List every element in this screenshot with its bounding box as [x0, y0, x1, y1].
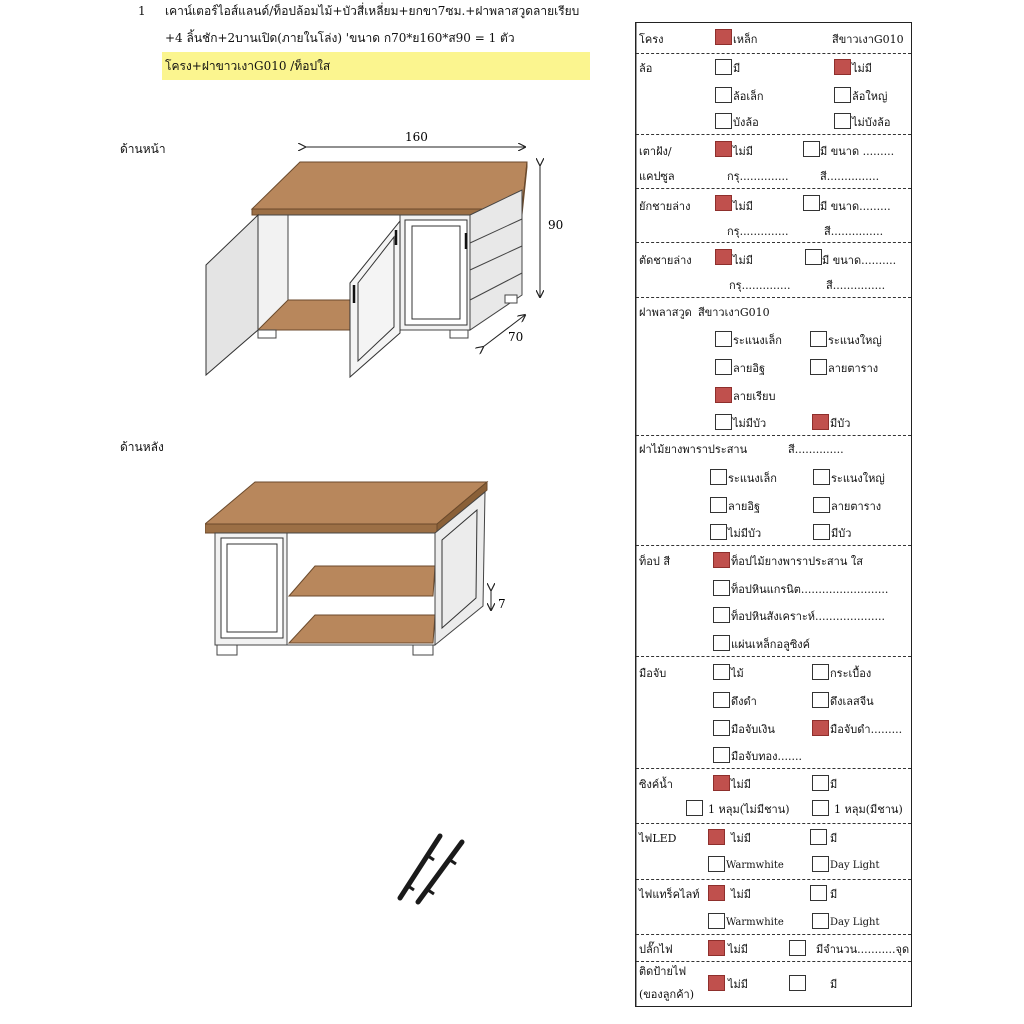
top-granite-checkbox[interactable]: [713, 580, 730, 596]
wheels-cover-label: บังล้อ: [733, 116, 759, 129]
top-aluzinc-checkbox[interactable]: [713, 635, 730, 651]
cut-lower-has-label: มี ขนาด..........: [822, 254, 897, 267]
led-day-checkbox[interactable]: [812, 856, 829, 872]
lower-drawer-color-field[interactable]: สี...............: [824, 225, 884, 238]
handle-label: มือจับ: [639, 667, 667, 680]
sink-has-checkbox[interactable]: [812, 775, 829, 791]
lower-drawer-none-label: ไม่มี: [733, 200, 754, 213]
plaswood-trim-checkbox[interactable]: [812, 414, 829, 430]
handle-gold-label: มือจับทอง.......: [731, 750, 802, 763]
plug-none-label: ไม่มี: [728, 943, 749, 956]
track-has-label: มี: [830, 888, 838, 901]
rubberwood-brick-label: ลายอิฐ: [728, 500, 761, 513]
handle-bar-steel-checkbox[interactable]: [812, 692, 829, 708]
handle-bar-drawing: [392, 828, 472, 908]
plug-has-label: มีจำนวน...........จุด: [816, 943, 910, 956]
top-rubberwood-checkbox[interactable]: [713, 552, 730, 568]
height-dimension-text: 90: [548, 218, 564, 232]
spec-form-panel: [635, 22, 912, 1007]
plaswood-plain-label: ลายเรียบ: [733, 390, 776, 403]
sink-none-checkbox[interactable]: [713, 775, 730, 791]
frame-steel-checkbox[interactable]: [715, 29, 732, 45]
wheels-small-label: ล้อเล็ก: [733, 90, 764, 103]
product-title-line2: +4 ลิ้นชัก+2บานเปิด(ภายในโล่ง) 'ขนาด ก70*ย160*ส90 = 1 ตัว: [165, 31, 515, 45]
handle-bar-black-label: ดึงดำ: [731, 695, 757, 708]
wheels-none-label: ไม่มี: [852, 62, 873, 75]
rubberwood-trim-checkbox[interactable]: [813, 524, 830, 540]
cut-lower-none-checkbox[interactable]: [715, 249, 732, 265]
stove-none-label: ไม่มี: [733, 145, 754, 158]
front-side-drawers: [470, 190, 522, 330]
sink-one-wing-checkbox[interactable]: [812, 800, 829, 816]
track-warm-label: Warmwhite: [726, 917, 784, 928]
back-view-drawing: [205, 478, 525, 663]
stove-has-checkbox[interactable]: [803, 141, 820, 157]
top-synthetic-checkbox[interactable]: [713, 607, 730, 623]
track-has-checkbox[interactable]: [810, 885, 827, 901]
rubberwood-small-slat-checkbox[interactable]: [710, 469, 727, 485]
sink-none-label: ไม่มี: [731, 778, 752, 791]
led-warm-checkbox[interactable]: [708, 856, 725, 872]
rubberwood-grid-checkbox[interactable]: [813, 497, 830, 513]
lower-drawer-none-checkbox[interactable]: [715, 195, 732, 211]
wheels-nocover-checkbox[interactable]: [834, 113, 851, 129]
plaswood-small-slat-checkbox[interactable]: [715, 331, 732, 347]
lower-drawer-has-checkbox[interactable]: [803, 195, 820, 211]
plaswood-color-label: สีขาวเงาG010: [698, 306, 770, 319]
cut-lower-none-label: ไม่มี: [733, 254, 754, 267]
plaswood-grid-label: ลายตาราง: [828, 362, 879, 375]
track-none-checkbox[interactable]: [708, 885, 725, 901]
stove-has-label: มี ขนาด .........: [820, 145, 895, 158]
meter-has-label: มี: [830, 978, 838, 991]
lower-drawer-has-label: มี ขนาด.........: [820, 200, 891, 213]
led-none-checkbox[interactable]: [708, 829, 725, 845]
rubberwood-small-slat-label: ระแนงเล็ก: [728, 472, 777, 485]
cut-lower-color-field[interactable]: สี...............: [826, 279, 886, 292]
plug-has-checkbox[interactable]: [789, 940, 806, 956]
stove-color-field[interactable]: สี...............: [820, 170, 880, 183]
wheels-nocover-label: ไม่บังล้อ: [852, 116, 891, 129]
frame-steel-label: เหล็ก: [733, 33, 758, 46]
wheels-cover-checkbox[interactable]: [715, 113, 732, 129]
handle-tile-label: กระเบื้อง: [830, 667, 872, 680]
track-day-checkbox[interactable]: [812, 913, 829, 929]
lower-drawer-width-field[interactable]: กรุ..............: [727, 225, 789, 238]
rubberwood-trim-label: มีบัว: [831, 527, 852, 540]
wheels-big-checkbox[interactable]: [834, 87, 851, 103]
led-has-label: มี: [830, 832, 838, 845]
plaswood-plain-checkbox[interactable]: [715, 387, 732, 403]
rubberwood-brick-checkbox[interactable]: [710, 497, 727, 513]
rubberwood-big-slat-label: ระแนงใหญ่: [831, 472, 885, 485]
track-warm-checkbox[interactable]: [708, 913, 725, 929]
wheels-small-checkbox[interactable]: [715, 87, 732, 103]
back-shelf-lower: [289, 615, 435, 643]
rubberwood-color-field[interactable]: สี..............: [788, 443, 844, 456]
led-warm-label: Warmwhite: [726, 860, 784, 871]
handle-tile-checkbox[interactable]: [812, 664, 829, 680]
front-countertop: [252, 162, 527, 209]
handle-black-label: มือจับดำ.........: [830, 723, 903, 736]
stove-width-field[interactable]: กรุ..............: [727, 170, 789, 183]
rubberwood-no-trim-label: ไม่มีบัว: [728, 527, 762, 540]
meter-label: ติดป้ายไฟ: [639, 965, 687, 978]
track-none-label: ไม่มี: [731, 888, 752, 901]
stove-label-2: แคปซูล: [639, 170, 675, 183]
handle-bar-black-checkbox[interactable]: [713, 692, 730, 708]
led-has-checkbox[interactable]: [810, 829, 827, 845]
frame-label: โครง: [639, 33, 664, 46]
top-synthetic-label: ท็อปหินสังเคราะห์....................: [731, 610, 885, 623]
front-open-door-left: [206, 215, 258, 375]
item-number: 1: [138, 4, 146, 18]
handle-gold-checkbox[interactable]: [713, 747, 730, 763]
sink-one-wing-label: 1 หลุม(มีชาน): [834, 803, 903, 816]
wheels-big-label: ล้อใหญ่: [852, 90, 888, 103]
top-label: ท็อป สี: [639, 555, 671, 568]
handle-bar-steel-label: ดึงเลสจีน: [830, 695, 874, 708]
led-label: ไฟLED: [639, 832, 677, 845]
handle-wood-label: ไม้: [731, 667, 744, 680]
handle-silver-checkbox[interactable]: [713, 720, 730, 736]
track-light-label: ไฟแทร็คไลท์: [639, 888, 700, 901]
wheels-label: ล้อ: [639, 62, 653, 75]
lower-drawer-label: ยักชายล่าง: [639, 200, 691, 213]
handle-wood-checkbox[interactable]: [713, 664, 730, 680]
back-shelf-upper: [289, 566, 435, 596]
rubberwood-grid-label: ลายตาราง: [831, 500, 882, 513]
handle-black-checkbox[interactable]: [812, 720, 829, 736]
cut-lower-width-field[interactable]: กรุ..............: [729, 279, 791, 292]
plaswood-brick-label: ลายอิฐ: [733, 362, 766, 375]
front-view-label: ด้านหน้า: [120, 142, 166, 156]
width-dimension-text: 160: [405, 130, 428, 144]
plaswood-brick-checkbox[interactable]: [715, 359, 732, 375]
stove-label: เตาฝัง/: [639, 145, 672, 158]
led-day-label: Day Light: [830, 860, 880, 871]
wheels-has-checkbox[interactable]: [715, 59, 732, 75]
rubberwood-big-slat-checkbox[interactable]: [813, 469, 830, 485]
product-title-line1: เคาน์เตอร์ไอส์แลนด์/ท็อปล้อมไม้+บัวสี่เหลี่ยม+ยกขา7ซม.+ฝาพลาสวูดลายเรียบ: [165, 4, 580, 18]
plaswood-big-slat-checkbox[interactable]: [810, 331, 827, 347]
sink-one-nowing-checkbox[interactable]: [686, 800, 703, 816]
wheels-none-checkbox[interactable]: [834, 59, 851, 75]
handle-silver-label: มือจับเงิน: [731, 723, 775, 736]
plaswood-no-trim-label: ไม่มีบัว: [733, 417, 767, 430]
plaswood-no-trim-checkbox[interactable]: [715, 414, 732, 430]
frame-color-label: สีขาวเงาG010: [832, 33, 904, 46]
meter-label-2: (ของลูกค้า): [639, 988, 695, 1001]
cut-lower-label: ตัดชายล่าง: [639, 254, 692, 267]
plug-none-checkbox[interactable]: [708, 940, 725, 956]
plug-label: ปลั๊กไฟ: [639, 943, 673, 956]
wheels-has-label: มี: [733, 62, 741, 75]
rubberwood-no-trim-checkbox[interactable]: [710, 524, 727, 540]
top-granite-label: ท็อปหินแกรนิต.........................: [731, 583, 889, 596]
top-aluzinc-label: แผ่นเหล็กอลูซิงค์: [731, 638, 811, 651]
depth-dimension-text: 70: [508, 330, 524, 344]
meter-has-checkbox[interactable]: [789, 975, 806, 991]
sink-has-label: มี: [830, 778, 838, 791]
top-rubberwood-label: ท็อปไม้ยางพาราประสาน ใส: [731, 555, 863, 568]
cut-lower-has-checkbox[interactable]: [805, 249, 822, 265]
rubberwood-label: ฝาไม้ยางพาราประสาน: [639, 443, 748, 456]
sink-one-nowing-label: 1 หลุม(ไม่มีชาน): [708, 803, 790, 816]
meter-none-label: ไม่มี: [728, 978, 749, 991]
stove-none-checkbox[interactable]: [715, 141, 732, 157]
meter-none-checkbox[interactable]: [708, 975, 725, 991]
plaswood-trim-label: มีบัว: [830, 417, 851, 430]
led-none-label: ไม่มี: [731, 832, 752, 845]
plaswood-small-slat-label: ระแนงเล็ก: [733, 334, 782, 347]
plaswood-big-slat-label: ระแนงใหญ่: [828, 334, 882, 347]
spec-highlight-text: โครง+ฝาขาวเงาG010 /ท็อปใส: [165, 59, 331, 73]
plaswood-label: ฝาพลาสวูด: [639, 306, 692, 319]
plaswood-grid-checkbox[interactable]: [810, 359, 827, 375]
front-view-drawing: [200, 125, 570, 385]
leg-dimension-text: 7: [498, 597, 506, 611]
back-view-label: ด้านหลัง: [120, 440, 164, 454]
sink-label: ซิงค์น้ำ: [639, 778, 673, 791]
track-day-label: Day Light: [830, 917, 880, 928]
